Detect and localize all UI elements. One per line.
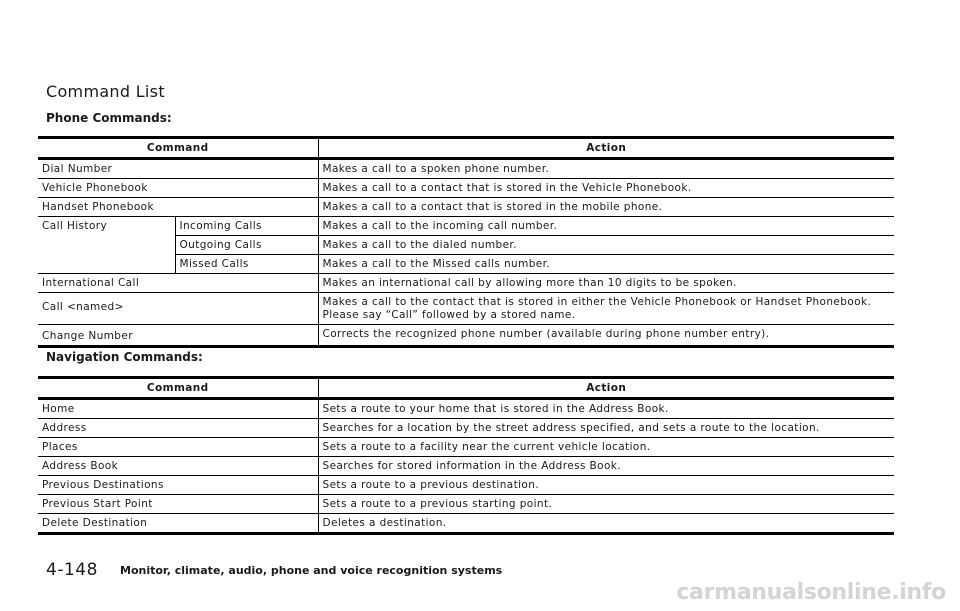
table-row — [38, 179, 894, 198]
navigation-commands-table — [38, 376, 894, 535]
command-cell: Previous Start Point — [38, 495, 318, 514]
table-header-row — [38, 138, 894, 159]
navigation-commands-title: Navigation Commands: — [46, 350, 203, 364]
action-cell: Makes an international call by allowing more than 10 digits to be spoken. — [318, 274, 894, 293]
table-row — [38, 274, 894, 293]
page-number: 4-148 — [46, 560, 98, 580]
action-line: Makes a call to the contact that is stored in either the Vehicle Phonebook or Handset Phonebook. — [322, 296, 872, 308]
action-cell: Sets a route to a previous destination. — [318, 476, 894, 495]
table-row — [38, 399, 894, 419]
table-header-row — [38, 378, 894, 399]
command-cell: Dial Number — [38, 159, 318, 179]
section-title: Command List — [46, 82, 165, 101]
action-cell: Sets a route to a previous starting point. — [318, 495, 894, 514]
command-cell: Call History — [38, 217, 175, 274]
command-cell: Change Number — [38, 325, 318, 347]
command-cell: Vehicle Phonebook — [38, 179, 318, 198]
action-cell — [318, 293, 894, 325]
action-cell: Makes a call to the incoming call number. — [318, 217, 894, 236]
command-cell: Home — [38, 399, 318, 419]
subcommand-cell: Missed Calls — [175, 255, 318, 274]
table-row — [38, 476, 894, 495]
table-row — [38, 495, 894, 514]
subcommand-cell: Outgoing Calls — [175, 236, 318, 255]
table-row — [38, 217, 894, 236]
command-header: Command — [38, 138, 318, 159]
table-row — [38, 457, 894, 476]
table-row — [38, 325, 894, 347]
table-row — [38, 198, 894, 217]
phone-commands-title: Phone Commands: — [46, 111, 172, 125]
command-cell: Places — [38, 438, 318, 457]
command-cell: Handset Phonebook — [38, 198, 318, 217]
action-cell: Sets a route to a facility near the current vehicle location. — [318, 438, 894, 457]
command-cell: International Call — [38, 274, 318, 293]
command-header: Command — [38, 378, 318, 399]
subcommand-cell: Incoming Calls — [175, 217, 318, 236]
table-row — [38, 438, 894, 457]
action-cell: Deletes a destination. — [318, 514, 894, 534]
action-cell: Makes a call to a contact that is stored in the mobile phone. — [318, 198, 894, 217]
action-cell: Searches for stored information in the Address Book. — [318, 457, 894, 476]
action-cell: Sets a route to your home that is stored in the Address Book. — [318, 399, 894, 419]
action-cell: Searches for a location by the street address specified, and sets a route to the location. — [318, 419, 894, 438]
command-cell: Address Book — [38, 457, 318, 476]
phone-commands-table — [38, 136, 894, 348]
action-cell: Makes a call to the Missed calls number. — [318, 255, 894, 274]
action-cell: Makes a call to a contact that is stored in the Vehicle Phonebook. — [318, 179, 894, 198]
command-cell: Address — [38, 419, 318, 438]
action-header: Action — [318, 378, 894, 399]
watermark-logo: carmanualsonline.info — [676, 580, 946, 605]
action-header: Action — [318, 138, 894, 159]
action-cell: Makes a call to a spoken phone number. — [318, 159, 894, 179]
table-row — [38, 159, 894, 179]
table-row — [38, 293, 894, 325]
action-cell: Corrects the recognized phone number (available during phone number entry). — [318, 325, 894, 347]
command-cell: Previous Destinations — [38, 476, 318, 495]
table-row — [38, 419, 894, 438]
command-cell: Call <named> — [38, 293, 318, 325]
table-row — [38, 514, 894, 534]
action-cell: Makes a call to the dialed number. — [318, 236, 894, 255]
chapter-title: Monitor, climate, audio, phone and voice recognition systems — [120, 564, 503, 577]
action-line: Please say “Call” followed by a stored name. — [322, 309, 576, 321]
command-cell: Delete Destination — [38, 514, 318, 534]
